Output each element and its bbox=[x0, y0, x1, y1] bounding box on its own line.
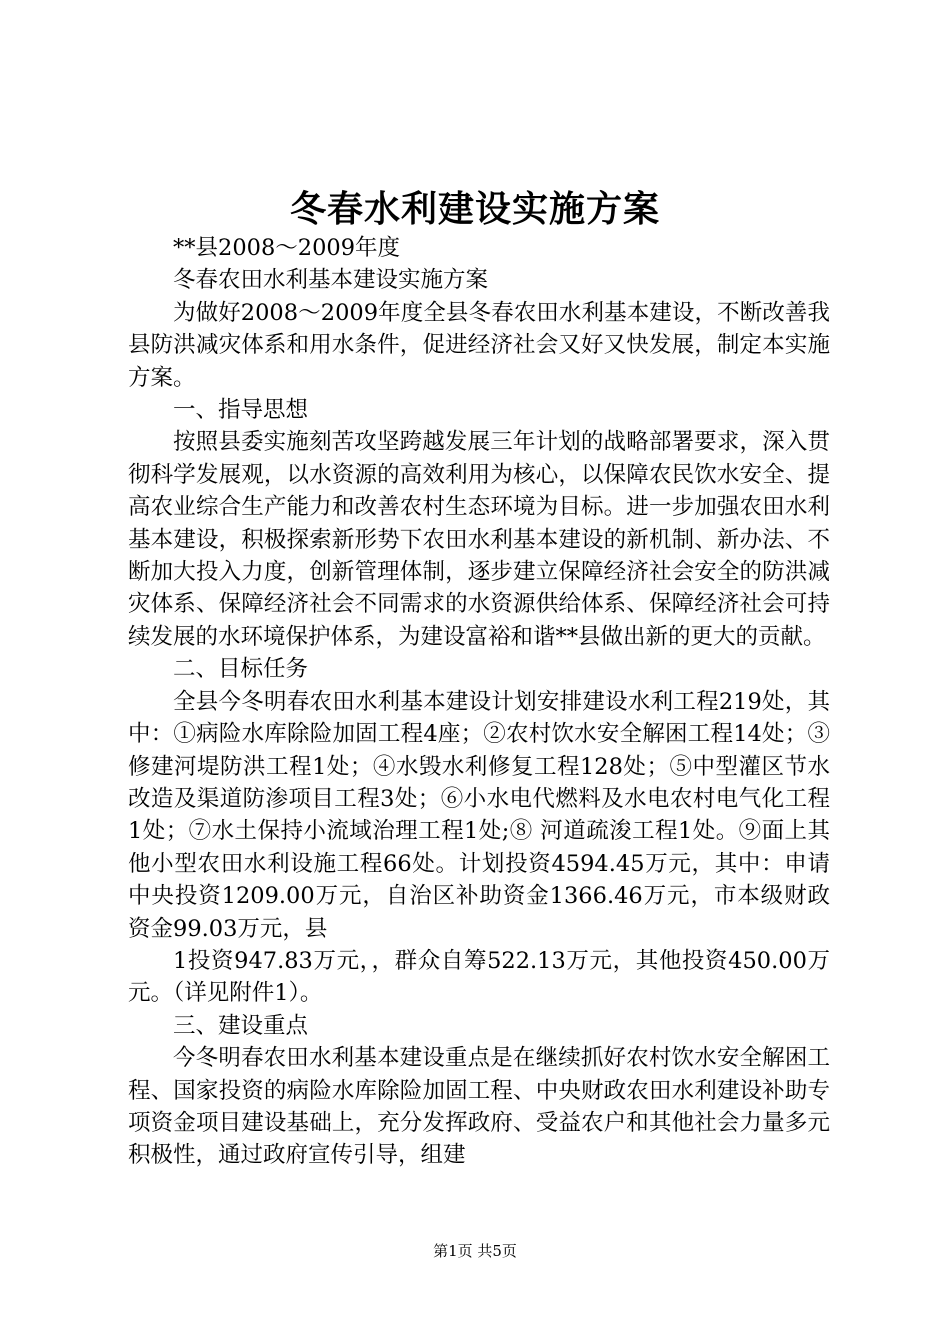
paragraph-key-points: 今冬明春农田水利基本建设重点是在继续抓好农村饮水安全解困工程、国家投资的病险水库除险加固工程、中央财政农田水利建设补助专项资金项目建设基础上，充分发挥政府、受益农户和其他社会力量多元积极性，通过政府宣传引导，组建 bbox=[128, 1045, 830, 1169]
paragraph-county-year: **县2008～2009年度 bbox=[173, 235, 401, 261]
paragraph-plan-name: 冬春农田水利基本建设实施方案 bbox=[173, 267, 489, 294]
paragraph-investment: 1投资947.83万元，，群众自筹522.13万元，其他投资450.00万元。（详见附件1）。 bbox=[128, 947, 830, 1007]
document-title: 冬春水利建设实施方案 bbox=[289, 188, 660, 230]
paragraph-intro: 为做好2008～2009年度全县冬春农田水利基本建设，不断改善我县防洪减灾体系和用水条件，促进经济社会又好又快发展，制定本实施方案。 bbox=[128, 299, 830, 391]
section-heading-guiding-ideology: 一、指导思想 bbox=[173, 397, 309, 424]
section-heading-objectives: 二、目标任务 bbox=[173, 656, 309, 683]
document-body bbox=[128, 232, 830, 1172]
paragraph-guiding-ideology: 按照县委实施刻苦攻坚跨越发展三年计划的战略部署要求，深入贯彻科学发展观，以水资源的高效利用为核心，以保障农民饮水安全、提高农业综合生产能力和改善农村生态环境为目标。进一步加强农田水利基本建设，积极探索新形势下农田水利基本建设的新机制、新办法、不断加大投入力度，创新管理体制，逐步建立保障经济社会安全的防洪减灾体系、保障经济社会不同需求的水资源供给体系、保障经济社会可持续发展的水环境保护体系，为建设富裕和谐**县做出新的更大的贡献。 bbox=[128, 429, 830, 650]
section-heading-key-points: 三、建设重点 bbox=[173, 1012, 309, 1039]
page-number-footer: 第1页 共5页 bbox=[433, 1242, 517, 1260]
paragraph-objectives: 全县今冬明春农田水利基本建设计划安排建设水利工程219处，其中：①病险水库除险加固工程4座；②农村饮水安全解困工程14处；③修建河堤防洪工程1处；④水毁水利修复工程128处；⑤中型灌区节水改造及渠道防渗项目工程3处；⑥小水电代燃料及水电农村电气化工程1处；⑦水土保持小流域治理工程1处;⑧ 河道疏浚工程1处。⑨面上其他小型农田水利设施工程66处。计划投资4594.45万元，其中：申请中央投资1209.00万元，自治区补助资金1366.46万元，市本级财政资金99.03万元，县 bbox=[128, 688, 830, 942]
